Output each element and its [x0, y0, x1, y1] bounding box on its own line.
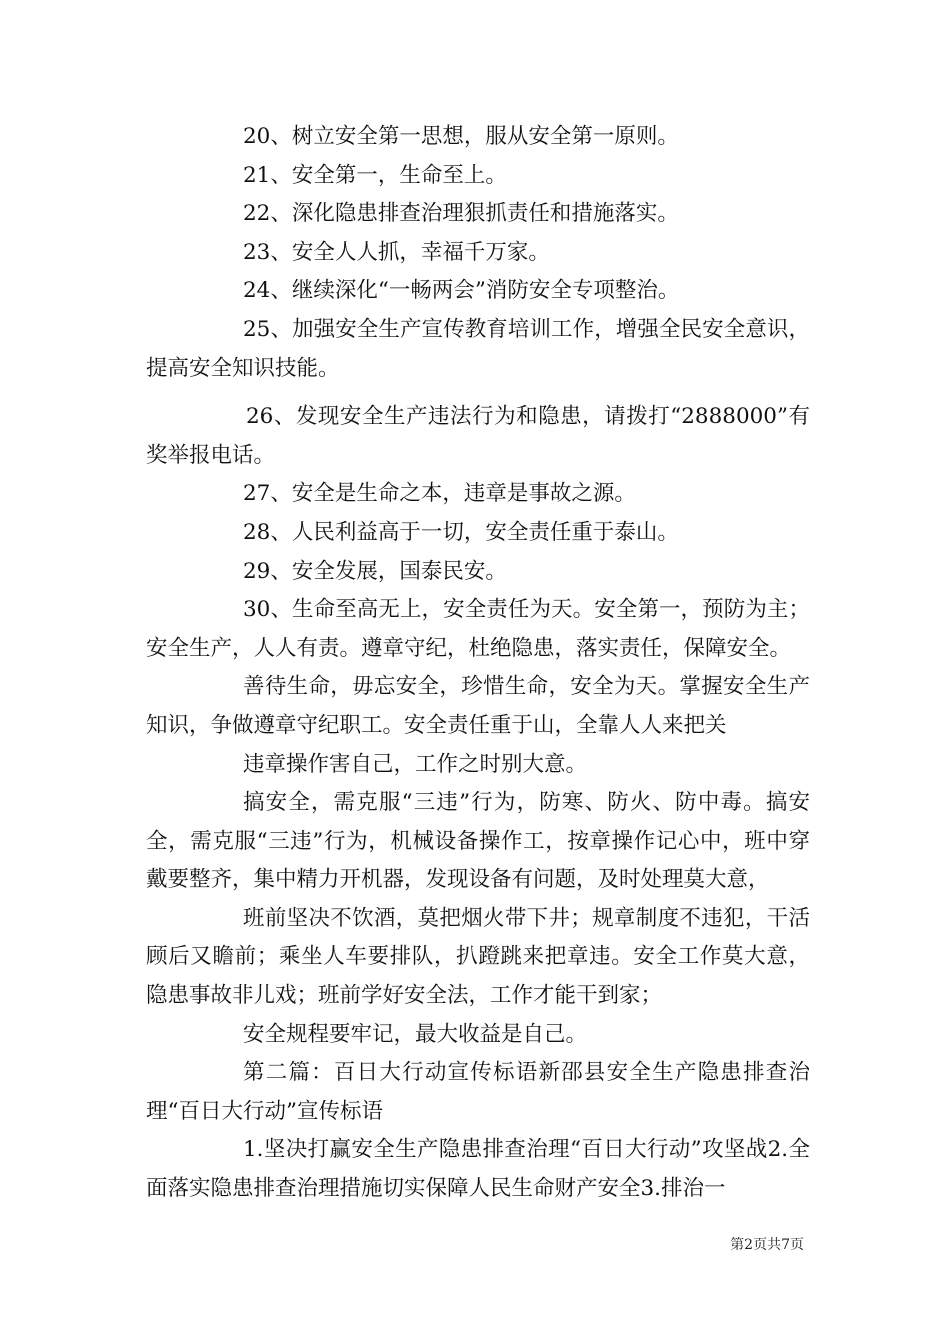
paragraph-20: 20、树立安全第一思想，服从安全第一原则。 [243, 124, 679, 149]
paragraph-safety-rules: 安全规程要牢记，最大收益是自己。 [243, 1021, 588, 1047]
paragraph-28: 28、人民利益高于一切，安全责任重于泰山。 [243, 519, 679, 545]
paragraph-cherish-life: 善待生命，毋忘安全，珍惜生命，安全为天。掌握安全生产知识，争做遵章守纪职工。安全责任重于山，全靠人人来把关 [146, 674, 810, 738]
paragraph-27: 27、安全是生命之本，违章是事故之源。 [243, 481, 636, 507]
paragraph-22: 22、深化隐患排查治理狠抓责任和措施落实。 [243, 201, 679, 227]
paragraph-violation: 违章操作害自己，工作之时别大意。 [243, 751, 588, 777]
paragraph-three-violations: 搞安全，需克服“三违”行为，防寒、防火、防中毒。搞安全，需克服“三违”行为，机械设备操作工，按章操作记心中，班中穿戴要整齐，集中精力开机器，发现设备有问题，及时处理莫大意， [146, 790, 810, 893]
paragraph-23: 23、安全人人抓，幸福千万家。 [243, 239, 550, 265]
page-number-footer: 第2页共7页 [730, 1237, 804, 1253]
paragraph-24: 24、继续深化“一畅两会”消防安全专项整治。 [243, 278, 680, 304]
paragraph-before-shift: 班前坚决不饮酒，莫把烟火带下井；规章制度不违犯，干活顾后又瞻前；乘坐人车要排队，扒蹬跳来把章违。安全工作莫大意，隐患事故非儿戏；班前学好安全法，工作才能干到家； [146, 905, 810, 1009]
document-body [146, 118, 810, 1209]
paragraph-29: 29、安全发展，国泰民安。 [243, 558, 507, 584]
paragraph-21: 21、安全第一，生命至上。 [243, 162, 507, 188]
paragraph-slogans-list: 1.坚决打赢安全生产隐患排查治理“百日大行动”攻坚战2.全面落实隐患排查治理措施切实保障人民生命财产安全3.排治一 [146, 1137, 810, 1202]
section-heading-part-two: 第二篇：百日大行动宣传标语新邵县安全生产隐患排查治理“百日大行动”宣传标语 [146, 1060, 810, 1124]
paragraph-26: 26、发现安全生产违法行为和隐患，请拨打“2888000”有奖举报电话。 [146, 404, 810, 468]
paragraph-25: 25、加强安全生产宣传教育培训工作，增强全民安全意识，提高安全知识技能。 [146, 316, 810, 381]
paragraph-30: 30、生命至高无上，安全责任为天。安全第一，预防为主；安全生产，人人有责。遵章守纪，杜绝隐患，落实责任，保障安全。 [146, 597, 810, 661]
